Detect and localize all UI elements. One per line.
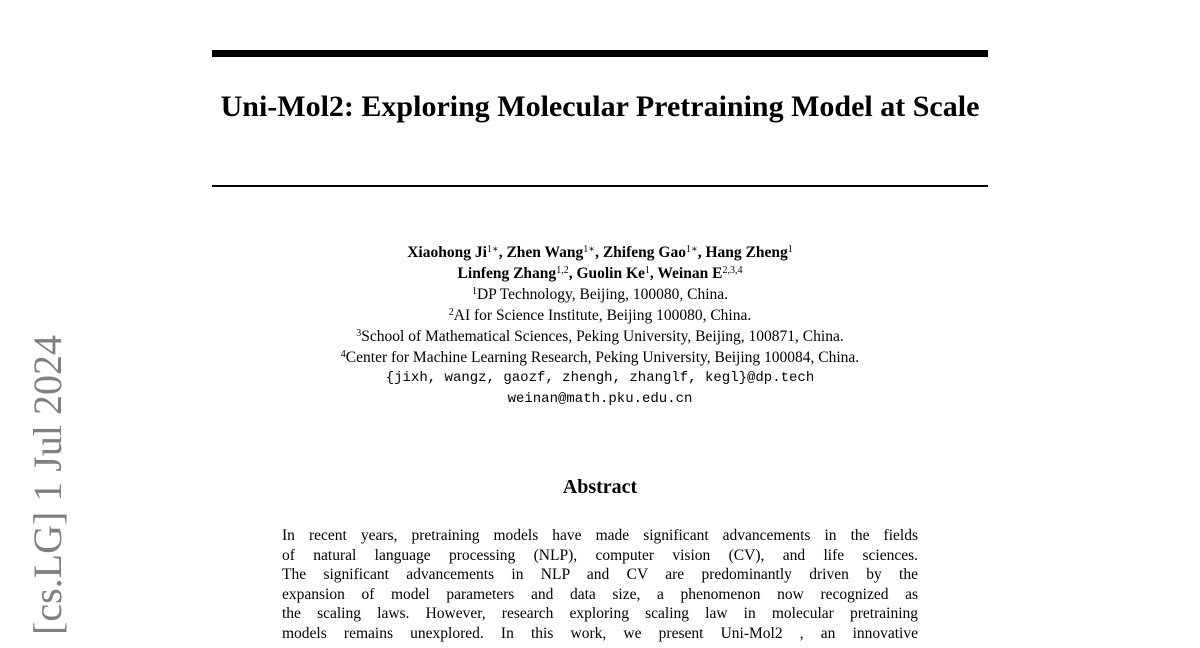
abstract-heading: Abstract bbox=[562, 476, 638, 498]
equal-contribution-mark: ∗ bbox=[491, 244, 499, 255]
abstract-line: In recent years, pretraining models have made significant advancements in the fields bbox=[282, 527, 918, 544]
author-block bbox=[212, 242, 988, 410]
email-line: weinan@math.pku.edu.cn bbox=[507, 391, 693, 407]
author-name: Guolin Ke bbox=[576, 265, 645, 282]
title-bottom-rule bbox=[212, 185, 988, 187]
affiliation-line: $^1$DP Technology, Beijing, 100080, China. bbox=[471, 286, 729, 303]
author-name: Weinan E bbox=[657, 265, 723, 282]
equal-contribution-mark: ∗ bbox=[690, 244, 698, 255]
affiliation-line: $^4$Center for Machine Learning Research, Peking University, Beijing 100084, China. bbox=[340, 349, 860, 366]
author-affiliation-mark: 1 bbox=[486, 244, 492, 255]
arxiv-sidebar-stamp: [cs.LG] 1 Jul 2024 bbox=[25, 335, 70, 635]
author-affiliation-mark: 1 bbox=[583, 244, 589, 255]
author-name: Hang Zheng bbox=[705, 244, 788, 261]
equal-contribution-mark: ∗ bbox=[588, 244, 596, 255]
affiliation-line: $^2$AI for Science Institute, Beijing 100080, China. bbox=[448, 307, 752, 324]
author-affiliation-mark: 1 bbox=[644, 265, 650, 276]
affiliation-line: $^3$School of Mathematical Sciences, Peking University, Beijing, 100871, China. bbox=[356, 328, 844, 345]
author-affiliation-mark: 1 bbox=[787, 244, 793, 255]
author-affiliation-mark: 1 bbox=[685, 244, 691, 255]
author-name: Linfeng Zhang bbox=[457, 265, 557, 282]
author-name: Xiaohong Ji bbox=[407, 244, 487, 261]
author-affiliation-mark: 1,2 bbox=[556, 265, 569, 276]
abstract-body bbox=[282, 526, 918, 643]
abstract-line: The significant advancements in NLP and CV are predominantly driven by the bbox=[282, 566, 918, 583]
title-top-rule bbox=[212, 50, 988, 57]
email-line: {jixh, wangz, gaozf, zhengh, zhanglf, kegl}@dp.tech bbox=[385, 370, 815, 386]
author-name: Zhen Wang bbox=[506, 244, 584, 261]
abstract-line: models remains unexplored. In this work, we present Uni-Mol2 , an innovative bbox=[282, 624, 918, 642]
paper-title: Uni-Mol2: Exploring Molecular Pretraining Model at Scale bbox=[220, 90, 980, 123]
author-line-2: Linfeng Zhang$^{1,2}$, Guolin Ke$^1$, Weinan E$^{2,3,4}$ bbox=[457, 265, 743, 282]
author-line-1: Xiaohong $Ji^{1∗}$, Zhen Wang$^{1∗}$, Zhifeng Gao$^{1∗}$, Hang Zheng$^1$ bbox=[407, 244, 793, 261]
author-affiliation-mark: 2,3,4 bbox=[722, 265, 743, 276]
abstract-line: the scaling laws. However, research exploring scaling law in molecular pretraining bbox=[282, 605, 918, 622]
abstract-line: expansion of model parameters and data size, a phenomenon now recognized as bbox=[282, 585, 918, 603]
abstract-line: of natural language processing (NLP), computer vision (CV), and life sciences. bbox=[282, 546, 918, 564]
author-name: Zhifeng Gao bbox=[602, 244, 686, 261]
